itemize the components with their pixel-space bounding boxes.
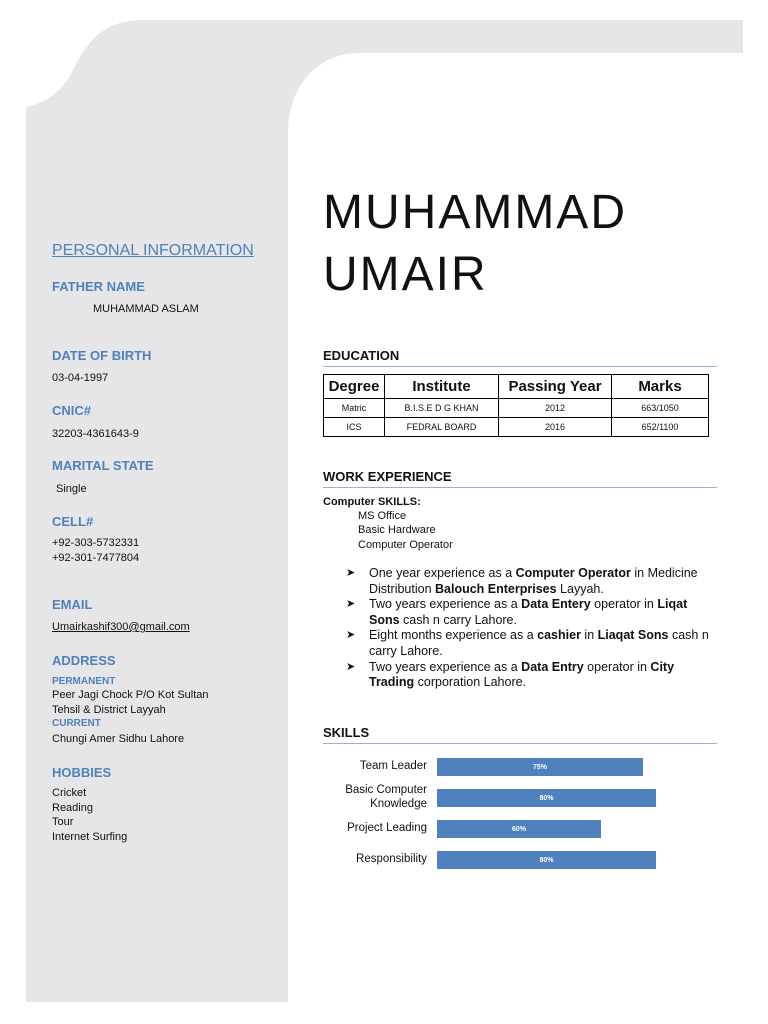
computer-skill-item: MS Office	[358, 510, 407, 522]
col-degree: Degree	[324, 375, 385, 399]
work-experience-rule	[323, 487, 717, 488]
cnic-heading: CNIC#	[52, 403, 92, 418]
marital-value: Single	[56, 483, 87, 495]
table-header-row	[324, 375, 709, 399]
skill-label: Team Leader	[359, 760, 427, 772]
hobby-item: Tour	[52, 816, 74, 828]
arrow-bullet-icon: ➤	[346, 629, 356, 642]
computer-skill-item: Basic Hardware	[358, 524, 436, 536]
current-label: CURRENT	[52, 718, 101, 729]
skill-bar: 80%	[437, 789, 656, 807]
email-heading: EMAIL	[52, 597, 93, 612]
table-cell: FEDRAL BOARD	[385, 418, 499, 437]
name-first: MUHAMMAD	[323, 186, 627, 239]
arrow-bullet-icon: ➤	[346, 598, 356, 611]
skills-heading: SKILLS	[323, 725, 370, 740]
table-cell: ICS	[324, 418, 385, 437]
cell-value-2: +92-301-7477804	[52, 552, 140, 564]
dob-value: 03-04-1997	[52, 372, 109, 384]
col-marks: Marks	[612, 375, 709, 399]
list-item: ➤ Two years experience as a Data Entry operator in City Trading corporation Lahore.	[346, 659, 675, 690]
table-cell: 2016	[499, 418, 612, 437]
experience-list	[346, 566, 718, 691]
table-cell: B.I.S.E D G KHAN	[385, 399, 499, 418]
hobby-item: Internet Surfing	[52, 831, 128, 843]
skill-bar: 60%	[437, 820, 601, 838]
table-cell: 652/1100	[612, 418, 709, 437]
education-rule	[323, 366, 717, 367]
permanent-label: PERMANENT	[52, 676, 116, 687]
email-link[interactable]: Umairkashif300@gmail.com	[52, 621, 190, 633]
name-last: UMAIR	[323, 248, 488, 301]
cell-heading: CELL#	[52, 514, 94, 529]
dob-heading: DATE OF BIRTH	[52, 348, 152, 363]
marital-heading: MARITAL STATE	[52, 458, 154, 473]
permanent-line-2: Tehsil & District Layyah	[52, 704, 166, 716]
address-heading: ADDRESS	[52, 653, 116, 668]
education-table	[323, 374, 709, 437]
table-cell: 663/1050	[612, 399, 709, 418]
skill-label: Responsibility	[356, 853, 427, 865]
hobby-item: Cricket	[52, 787, 87, 799]
list-item: ➤ Eight months experience as a cashier in Liaqat Sons cash n carry Lahore.	[346, 628, 709, 658]
table-row	[324, 399, 709, 418]
skill-label: Project Leading	[347, 822, 427, 834]
personal-info-heading: PERSONAL INFORMATION	[52, 242, 254, 259]
hobby-item: Reading	[52, 802, 93, 814]
table-cell: Matric	[324, 399, 385, 418]
skill-bar: 75%	[437, 758, 643, 776]
cnic-value: 32203-4361643-9	[52, 428, 139, 440]
education-heading: EDUCATION	[323, 348, 400, 363]
skills-rule	[323, 743, 717, 744]
list-item: ➤ Two years experience as a Data Entery operator in Liqat Sons cash n carry Lahore.	[346, 597, 688, 627]
arrow-bullet-icon: ➤	[346, 660, 356, 673]
hobbies-heading: HOBBIES	[52, 765, 112, 780]
table-row	[324, 418, 709, 437]
work-experience-heading: WORK EXPERIENCE	[323, 469, 452, 484]
father-name-value: MUHAMMAD ASLAM	[93, 303, 199, 315]
list-item: ➤ One year experience as a Computer Operator in Medicine Distribution Balouch Enterprises Layyah.	[346, 566, 698, 596]
cell-value-1: +92-303-5732331	[52, 537, 140, 549]
table-cell: 2012	[499, 399, 612, 418]
col-institute: Institute	[385, 375, 499, 399]
computer-skills-title: Computer SKILLS:	[323, 496, 421, 508]
skill-label: Basic Computer Knowledge	[345, 784, 427, 810]
computer-skill-item: Computer Operator	[358, 539, 453, 551]
permanent-line-1: Peer Jagi Chock P/O Kot Sultan	[52, 689, 209, 701]
father-name-heading: FATHER NAME	[52, 279, 145, 294]
arrow-bullet-icon: ➤	[346, 567, 356, 579]
skill-bar: 80%	[437, 851, 656, 869]
col-passing-year: Passing Year	[499, 375, 612, 399]
current-line: Chungi Amer Sidhu Lahore	[52, 733, 185, 745]
